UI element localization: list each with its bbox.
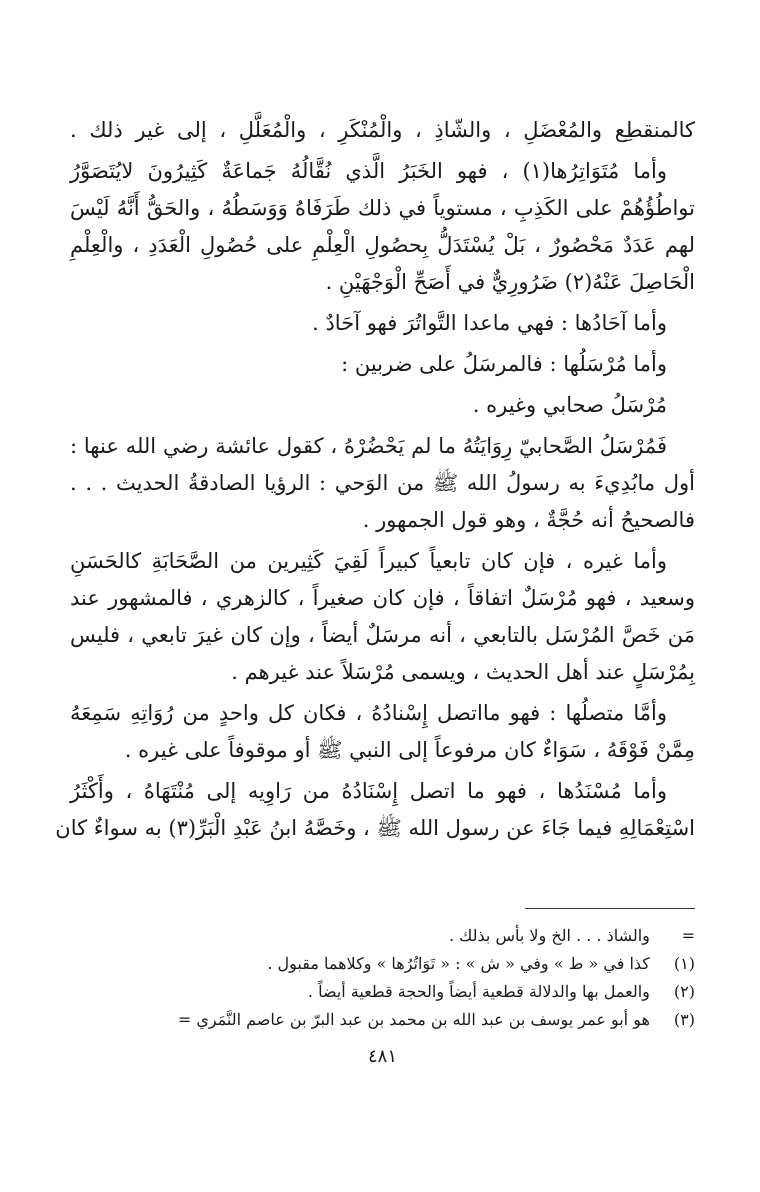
footnote-continuation <box>70 922 695 950</box>
text-line-3: تواطُؤُهُمْ على الكَذِبِ ، مستوياً في ذلك طَرَفَاهُ وَوَسَطُهُ ، والحَقُّ أَنَّهُ لَيْسَ <box>70 196 695 220</box>
footnote-text: والشاذ . . . الخ ولا بأس بذلك . <box>448 926 650 945</box>
footnote-mark: (٢) <box>673 982 695 1001</box>
footnote-mark: (١) <box>673 954 695 973</box>
text-line-13: وسعيد ، فهو مُرْسَلٌ اتفاقاً ، فإن كان صغيراً ، كالزهري ، فالمشهور عند <box>70 586 695 610</box>
footnote-text: والعمل بها والدلالة قطعية أيضاً والحجة قطعية أيضاً . <box>307 982 650 1001</box>
footnote-1 <box>70 950 695 978</box>
book-page <box>55 0 695 1192</box>
footnote-text: كذا في « ط » وفي « ش » : « تَوَاتُرُها » وكلاهما مقبول . <box>267 954 650 973</box>
text-line-12: وأما غيره ، فإن كان تابعياً كبيراً لَقِيَ كَثِيرين من الصَّحَابَةِ كالحَسَنِ <box>70 549 667 573</box>
text-line-1: كالمنقطِع والمُعْضَلِ ، والشّاذِ ، والْمُنْكَرِ ، والْمُعَلَّلِ ، إلى غير ذلك . <box>70 118 695 142</box>
text-line-10: أول مابُدِيءَ به رسولُ الله ﷺ من الوَحي : الرؤيا الصادقةُ الحديث . . . <box>70 471 695 495</box>
text-line-6: وأما آحَادُها : فهي ماعدا التَّواتُرَ فهو آحَادٌ . <box>312 311 667 335</box>
footnotes <box>70 922 695 1034</box>
page-number: ٤٨١ <box>367 1046 397 1067</box>
text-line-8: مُرْسَلُ صحابي وغيره . <box>472 393 667 417</box>
text-line-15: بِمُرْسَلٍ عند أهل الحديث ، ويسمى مُرْسَلاً عند غيرهم . <box>231 660 695 684</box>
footnote-2 <box>70 978 695 1006</box>
text-line-14: مَن خَصَّ المُرْسَل بالتابعي ، أنه مرسَلٌ أيضاً ، وإن كان غيرَ تابعي ، فليس <box>70 623 695 647</box>
text-line-19: اسْتِعْمَالِهِ فيما جَاءَ عن رسول الله ﷺ ، وخَصَّهُ ابنُ عَبْدِ الْبَرِّ(٣) به سواءٌ كان <box>55 816 695 840</box>
text-line-7: وأما مُرْسَلُها : فالمرسَلُ على ضربين : <box>341 352 667 376</box>
text-line-4: لهم عَدَدٌ مَحْصُورٌ ، بَلْ يُسْتَدَلُّ بِحصُولِ الْعِلْمِ على حُصُولِ الْعَدَدِ ، والْعِلْمِ <box>70 233 695 257</box>
footnote-3 <box>70 1006 695 1034</box>
footnote-mark: = <box>681 926 695 945</box>
footnote-separator <box>525 908 695 909</box>
text-line-2: وأما مُتَوَاتِرُها(١) ، فهو الخَبَرُ الَّذي نُقَّالُهُ جَماعَةٌ كَثِيرُونَ لايُتَصَوَّرُ <box>70 159 667 183</box>
text-line-16: وأمَّا متصلُها : فهو مااتصل إِسْنادُهُ ، فكان كل واحدٍ من رُوَاتِهِ سَمِعَهُ <box>70 701 667 725</box>
main-text <box>55 112 695 847</box>
text-line-9: فَمُرْسَلُ الصَّحابيّ رِوَايَتُهُ ما لم يَحْضُرْهُ ، كقول عائشة رضي الله عنها : <box>70 434 667 458</box>
footnote-text: هو أبو عمر يوسف بن عبد الله بن محمد بن عبد البرّ بن عاصم النَّمَري = <box>177 1010 650 1029</box>
text-line-11: فالصحيحُ أنه حُجَّةٌ ، وهو قول الجمهور . <box>362 508 695 532</box>
text-line-5: الْحَاصِلَ عَنْهُ(٢) ضَرُورِيٌّ في أَصَحِّ الْوَجْهَيْنِ . <box>325 270 695 294</box>
footnote-mark: (٣) <box>673 1010 695 1029</box>
text-line-18: وأما مُسْنَدُها ، فهو ما اتصل إِسْنَادُهُ من رَاوِيه إلى مُنْتَهَاهُ ، وأَكْثَرُ <box>70 779 667 803</box>
text-line-17: مِمَّنْ فَوْقَهُ ، سَوَاءٌ كان مرفوعاً إلى النبي ﷺ أو موقوفاً على غيره . <box>124 738 695 762</box>
